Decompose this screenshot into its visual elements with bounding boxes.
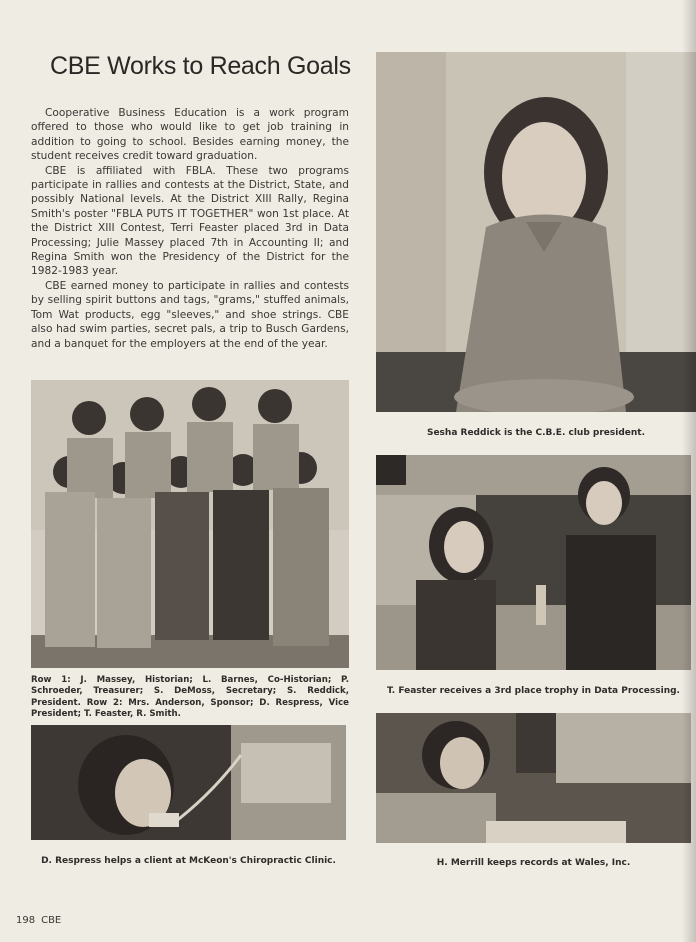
article-paragraph: CBE is affiliated with FBLA. These two programs participate in rallies and contests at the District, State, and possibly National levels. At the District XIII Rally, Regina Smith's poster "FBLA PUTS IT TOGETHER" won 1st place. At the District XIII Contest, Terri Feaster placed 3rd in Data Processing; Julie Massey placed 7th in Accounting II; and Regina Smith won the Presidency of the District for the 1982-1983 year.: [31, 164, 349, 278]
article-paragraph: CBE earned money to participate in rallies and contests by selling spirit buttons and tags, "grams," stuffed animals, Tom Wat products, egg "sleeves," and shoe strings. CBE also had swim parties, secret pals, a trip to Busch Gardens, and a banquet for the employers at the end of the year.: [31, 279, 349, 350]
group-photo-caption: Row 1: J. Massey, Historian; L. Barnes, Co-Historian; P. Schroeder, Treasurer; S. DeMoss, Secretary; S. Reddick, President. Row 2: Mrs. Anderson, Sponsor; D. Respress, Vice President; T. Feaster, R. Smith.: [31, 675, 349, 720]
club-group-photo: [31, 380, 349, 668]
president-photo-caption: Sesha Reddick is the C.B.E. club president.: [426, 428, 646, 438]
records-photo-caption: H. Merrill keeps records at Wales, Inc.: [436, 858, 631, 868]
trophy-presentation-photo: [376, 455, 691, 670]
phone-call-photo: [31, 725, 346, 840]
article-body: [31, 106, 349, 351]
president-portrait-photo: [376, 52, 696, 412]
page-title: CBE Works to Reach Goals: [50, 52, 351, 80]
records-keeping-photo: [376, 713, 691, 843]
article-paragraph: Cooperative Business Education is a work program offered to those who would like to get job training in addition to going to school. Besides earning money, the student receives credit toward graduation.: [31, 107, 349, 163]
trophy-photo-caption: T. Feaster receives a 3rd place trophy in Data Processing.: [387, 686, 680, 696]
section-label: CBE: [41, 915, 62, 926]
page-folio: [16, 915, 67, 926]
page-edge-shadow: [682, 0, 696, 942]
phone-photo-caption: D. Respress helps a client at McKeon's Chiropractic Clinic.: [41, 856, 336, 866]
page-number: 198: [16, 915, 36, 926]
